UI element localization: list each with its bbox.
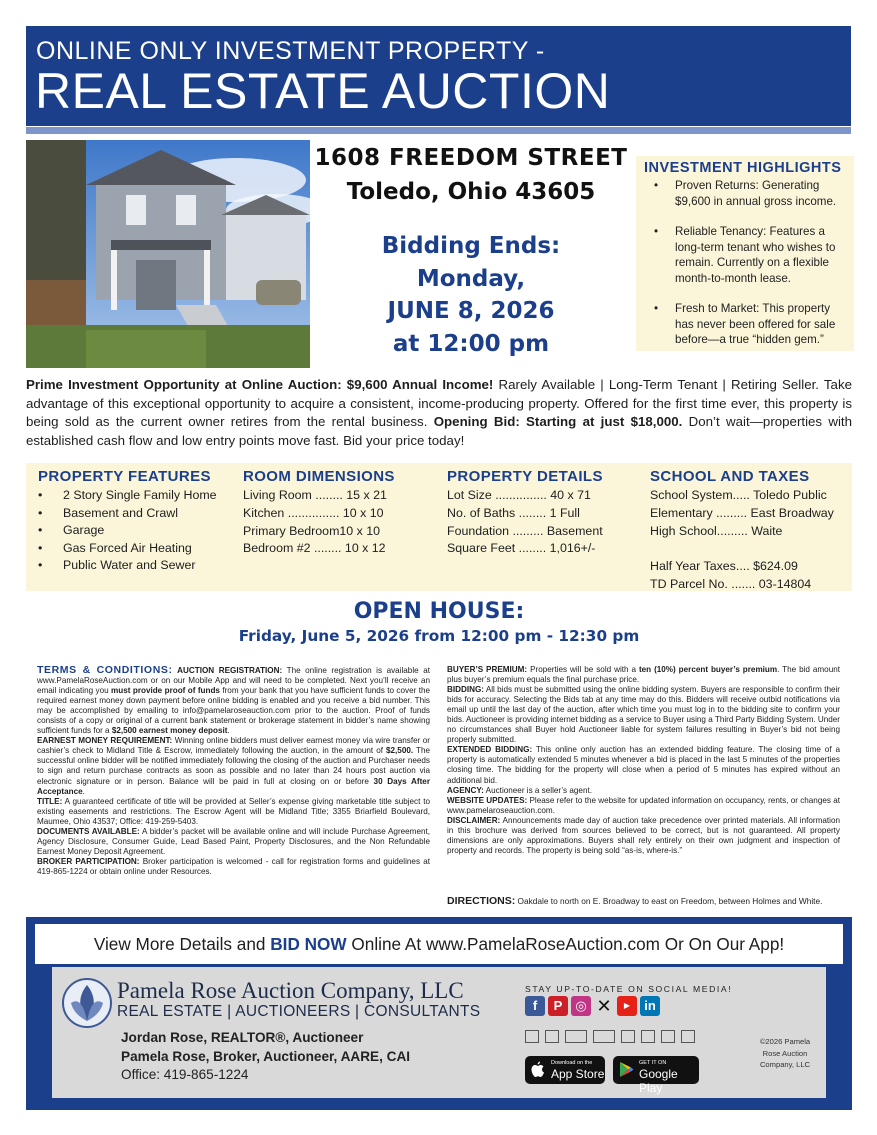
website-text: Please refer to the website for updated information on occupancy, rents, or changes at www.pamelaroseauction.com.: [447, 795, 840, 815]
premium-rate: ten (10%) percent buyer’s premium: [638, 665, 778, 674]
bidding-day: Monday,: [416, 265, 526, 292]
earnest-end: .: [82, 786, 85, 796]
equal-housing-icon: [661, 1030, 675, 1043]
directions-label: DIRECTIONS:: [447, 895, 516, 907]
badge-icon: [593, 1030, 615, 1043]
apple-icon: [531, 1061, 545, 1083]
appstore-big: App Store: [551, 1067, 605, 1081]
google-play-icon: [619, 1061, 634, 1083]
terms-heading: TERMS & CONDITIONS:: [37, 664, 173, 676]
highlight-item: • Fresh to Market: This property has never been offered for sale before—a true “hidden gem.”: [642, 301, 848, 348]
detail-row: Square Feet ........ 1,016+/-: [447, 541, 596, 556]
feature-item: • Gas Forced Air Heating: [38, 540, 238, 558]
agency-text: Auctioneer is a seller’s agent.: [483, 785, 592, 795]
earnest-text: Winning online bidders must deliver earnest money via wire transfer or cashier’s check to Midland Title & Escrow, immediately following the auction, in the amount of: [37, 736, 431, 756]
badge-icon: [565, 1030, 587, 1043]
detail-row: Lot Size ............... 40 x 71: [447, 488, 591, 502]
badge-icon: [641, 1030, 655, 1043]
open-house-title: OPEN HOUSE:: [353, 599, 525, 624]
details-title: PROPERTY DETAILS: [447, 468, 603, 485]
extended-label: EXTENDED BIDDING:: [447, 745, 533, 755]
property-photo: [26, 140, 310, 368]
registration-end: .: [227, 726, 230, 736]
instagram-icon[interactable]: ◎: [571, 996, 591, 1016]
bidding-ends: [312, 230, 630, 360]
detail-row: Foundation ......... Basement: [447, 523, 603, 538]
banner-subtitle: ONLINE ONLY INVESTMENT PROPERTY -: [36, 37, 545, 65]
property-address: [312, 141, 630, 209]
company-tagline: REAL ESTATE | AUCTIONEERS | CONSULTANTS: [117, 1003, 481, 1020]
disclaimer-label: DISCLAIMER:: [447, 815, 501, 825]
registration-label: AUCTION REGISTRATION:: [177, 666, 283, 675]
open-house: [26, 598, 852, 646]
intro-lead: Prime Investment Opportunity at Online Auction: $9,600 Annual Income!: [26, 377, 494, 392]
room-row: Bedroom #2 ........ 10 x 12: [243, 541, 386, 556]
googleplay-big: Google Play: [639, 1067, 678, 1095]
property-details: [447, 467, 647, 558]
banner-rule: [26, 127, 851, 134]
premium-label: BUYER’S PREMIUM:: [447, 665, 528, 674]
bidding-date: JUNE 8, 2026: [387, 298, 555, 324]
school-row: School System..... Toledo Public: [650, 488, 827, 502]
proof-of-funds: must provide proof of funds: [111, 686, 220, 696]
detail-row: No. of Baths ........ 1 Full: [447, 505, 580, 520]
website-label: WEBSITE UPDATES:: [447, 795, 528, 805]
cta-post: Online At www.PamelaRoseAuction.com Or On Our App!: [346, 934, 785, 954]
bidding-rules-label: BIDDING:: [447, 685, 485, 695]
documents-label: DOCUMENTS AVAILABLE:: [37, 826, 140, 836]
bidding-label: Bidding Ends:: [381, 233, 561, 259]
registration-text: The online registration is available at www.PamelaRoseAuction.com or on our Mobile App and will need to be completed. Next you’ll receive an email indicating you: [37, 666, 430, 696]
documents-text: A bidder’s packet will be available online and will include Purchase Agreement, Agency Disclosure, Consumer Guide, Lead Based Paint, Property Disclosures, and the Non Refundable Earnest Money Deposit Agreement.: [37, 826, 431, 856]
school-row: High School......... Waite: [650, 523, 783, 538]
room-dimensions: [243, 467, 443, 558]
bidding-rules-text: All bids must be submitted using the online bidding system. Buyers are responsible to confirm their bids for accuracy. Selecting the Bids tab at any time may do this. Bidders will receive outbid notifications via email up until the last day of the auction, after which time you must log in to the bidding site to confirm your bids. Auctioneer is providing internet bidding as a service to Buyer using a Third Party Bidding System. Under no circumstances shall Buyer hold Auctioneer liable for system failures resulting in Buyer’s bid not being properly submitted.: [447, 685, 840, 745]
closing-days: 30 Days After Acceptance: [37, 776, 430, 796]
room-row: Living Room ........ 15 x 21: [243, 488, 387, 502]
bid-now-banner[interactable]: [35, 924, 843, 964]
cta-pre: View More Details and: [93, 934, 271, 954]
feature-item: • 2 Story Single Family Home: [38, 487, 238, 505]
bid-now-link[interactable]: BID NOW: [270, 934, 347, 954]
terms-right-column: [447, 665, 840, 856]
highlight-item: • Reliable Tenancy: Features a long-term tenant who wishes to remain. Currently on a flexible month-to-month lease.: [642, 224, 848, 286]
agency-label: AGENCY:: [447, 785, 484, 795]
room-row: Primary Bedroom10 x 10: [243, 523, 381, 538]
agent-pamela: Pamela Rose, Broker, Auctioneer, AARE, CAI: [121, 1049, 411, 1064]
badge-icon: [681, 1030, 695, 1043]
extended-text: This online only auction has an extended bidding feature. The closing time of a property is automatically extended 5 minutes whenever a bid is placed in the last 5 minutes of the properties closing time. The bidding for the property will close when a period of 5 minutes has expired without an additional bid.: [447, 745, 840, 785]
header-banner: [26, 26, 851, 126]
tax-row: Half Year Taxes.... $624.09: [650, 559, 798, 574]
agent-jordan: Jordan Rose, REALTOR®, Auctioneer: [121, 1030, 364, 1045]
features-title: PROPERTY FEATURES: [38, 468, 211, 485]
premium-text-2: . The bid amount plus buyer’s premium equals the final purchase price.: [447, 665, 840, 685]
earnest-amount: $2,500.: [386, 746, 414, 756]
appstore-small: Download on the: [551, 1060, 593, 1066]
google-play-button[interactable]: [613, 1056, 699, 1095]
directions-text: Oakdale to north on E. Broadway to east on Freedom, between Holmes and White.: [515, 896, 823, 906]
city-state-zip: Toledo, Ohio 43605: [346, 179, 596, 205]
social-title: STAY UP-TO-DATE ON SOCIAL MEDIA!: [525, 984, 733, 994]
highlights-title: INVESTMENT HIGHLIGHTS: [644, 160, 842, 176]
googleplay-small: GET IT ON: [639, 1060, 667, 1066]
earnest-text-2: The successful online bidder will be notified immediately following the closing of the auction and Purchaser needs to sign and return purchase contracts as soon as possible and no later than 24 hours post auction via electronic signature or in person. Balance will be paid in full at closing on or before: [37, 746, 430, 786]
feature-item: • Basement and Crawl: [38, 505, 238, 523]
property-features: [38, 467, 238, 575]
app-stores: [525, 1056, 699, 1095]
banner-title: REAL ESTATE AUCTION: [35, 63, 611, 119]
terms-left-column: [37, 665, 430, 877]
open-house-date: Friday, June 5, 2026 from 12:00 pm - 12:30 pm: [238, 627, 640, 645]
directions: [447, 895, 847, 907]
copyright: ©2026 Pamela Rose Auction Company, LLC: [759, 1037, 811, 1069]
broker-text: Broker participation is welcomed - call for registration forms and guidelines at 419-865-1224 or obtain online under Resources.: [37, 856, 430, 876]
title-text: A guaranteed certificate of title will be provided at Seller’s expense giving marketable title subject to existing easements and restrictions. The Escrow Agent will be Midland Title; 3355 Briarfield Boulevard, Maumee, Ohio 43537; Office: 419-259-5403.: [37, 796, 430, 826]
company-name: Pamela Rose Auction Company, LLC: [117, 978, 464, 1003]
association-badges: [525, 1030, 695, 1043]
tax-row: TD Parcel No. ....... 03-14804: [650, 576, 812, 591]
earnest-label: EARNEST MONEY REQUIREMENT:: [37, 736, 173, 746]
opening-bid: Opening Bid: Starting at just $18,000.: [433, 414, 683, 430]
intro-tail: Don’t wait—properties with established cash flow and low entry points move fast. Bid your price today!: [26, 414, 853, 448]
property-info-box: [26, 463, 852, 591]
investment-highlights: [636, 156, 854, 351]
street-address: 1608 FREEDOM STREET: [314, 145, 628, 171]
feature-item: • Garage: [38, 522, 238, 540]
intro-body: Rarely Available | Long-Term Tenant | Retiring Seller. Take advantage of this exceptional opportunity to acquire a consistent, income-producing property. Offered for the first time ever, this property is being sold as the current owner retires from the rental business.: [26, 377, 852, 430]
school-row: Elementary ......... East Broadway: [650, 505, 834, 520]
premium-text: Properties will be sold with a: [527, 665, 639, 674]
youtube-icon[interactable]: ▶: [617, 996, 637, 1016]
company-logo-icon: [61, 977, 113, 1034]
social-icons: [525, 996, 660, 1016]
room-row: Kitchen ............... 10 x 10: [243, 505, 384, 520]
badge-icon: [525, 1030, 539, 1043]
linkedin-icon[interactable]: in: [640, 996, 660, 1016]
feature-item: • Public Water and Sewer: [38, 557, 238, 575]
app-store-button[interactable]: [525, 1056, 605, 1084]
highlight-item: • Proven Returns: Generating $9,600 in annual gross income.: [642, 178, 848, 209]
x-icon[interactable]: ✕: [594, 996, 614, 1016]
pinterest-icon[interactable]: P: [548, 996, 568, 1016]
disclaimer-text: Announcements made day of auction take precedence over printed materials. All information in this brochure was derived from sources believed to be correct, but is not guaranteed. All property dimensions are only approximations. Buyers shall rely entirely on their own judgment and inspection of property and records. The property is being sold “as-is, where-is.”: [447, 815, 840, 855]
school-and-taxes: [650, 467, 850, 594]
badge-icon: [545, 1030, 559, 1043]
school-title: SCHOOL AND TAXES: [650, 468, 810, 485]
intro-paragraph: [26, 376, 852, 450]
office-phone: Office: 419-865-1224: [121, 1067, 249, 1082]
badge-icon: [621, 1030, 635, 1043]
registration-text-2: from your bank that you have sufficient funds to cover the required earnest money down payment before online bidding is enabled and you receive a bid number. This may be accomplished by emailing to info@pamelaroseauction.com prior to the auction. Proof of funds consists of a copy or original of a current bank statement or brokerage statement in bidder’s name showing sufficient funds for a: [37, 686, 430, 736]
rooms-title: ROOM DIMENSIONS: [243, 468, 395, 485]
bidding-time: at 12:00 pm: [392, 330, 550, 357]
earnest-deposit: $2,500 earnest money deposit: [111, 726, 228, 736]
title-label: TITLE:: [37, 796, 63, 806]
facebook-icon[interactable]: f: [525, 996, 545, 1016]
broker-label: BROKER PARTICIPATION:: [37, 856, 140, 866]
